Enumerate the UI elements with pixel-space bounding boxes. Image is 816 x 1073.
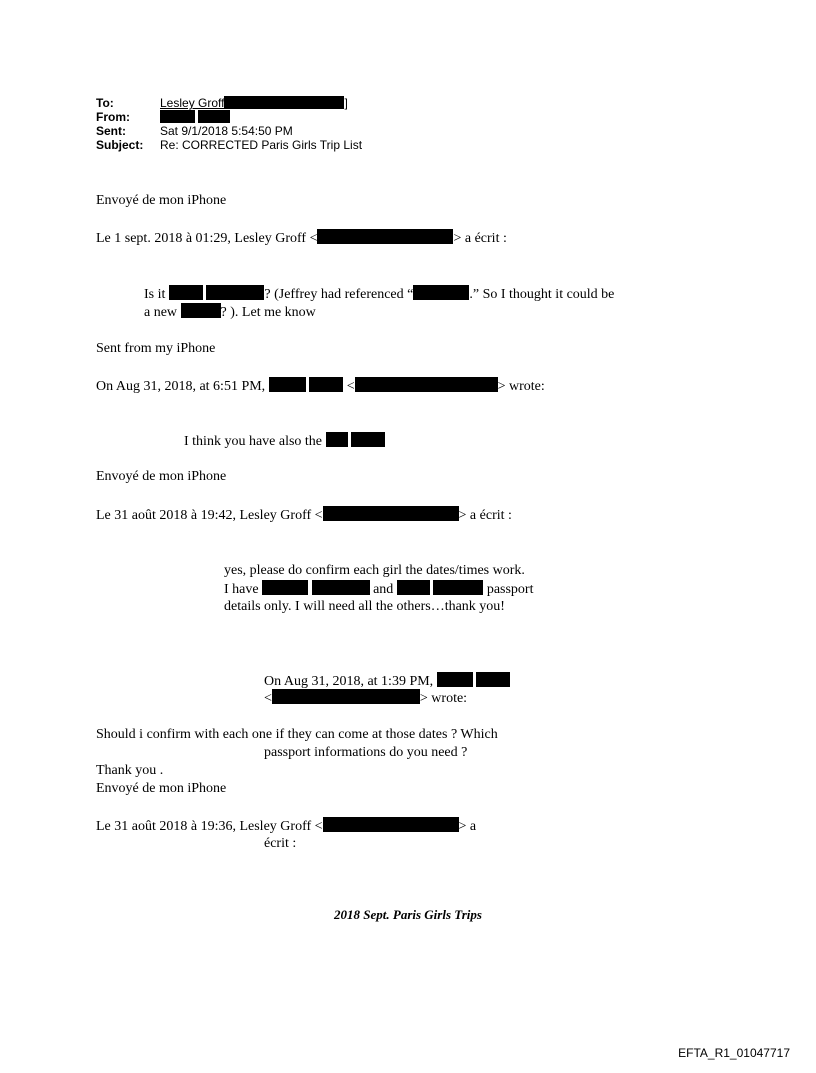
quote-header-text: Le 1 sept. 2018 à 01:29, Lesley Groff < [96, 231, 318, 246]
signature-2: Sent from my iPhone [96, 341, 216, 356]
redaction [323, 506, 459, 521]
redaction [198, 110, 230, 123]
to-name: Lesley Groff [160, 96, 225, 110]
redaction [317, 229, 453, 244]
redaction [160, 110, 195, 123]
signature-1: Envoyé de mon iPhone [96, 193, 227, 208]
redaction [169, 285, 203, 300]
redaction [312, 580, 370, 595]
quote-header-text: On Aug 31, 2018, at 1:39 PM, [264, 674, 437, 689]
sent-value: Sat 9/1/2018 5:54:50 PM [160, 124, 293, 138]
message-text: and [369, 582, 397, 597]
message-line [184, 432, 385, 451]
quote-header-5 [96, 817, 476, 836]
to-value [160, 96, 348, 110]
to-label: To: [96, 96, 114, 110]
message-text: a new [144, 305, 181, 320]
message-text: .” So I thought it could be [469, 287, 615, 302]
from-value [160, 110, 230, 124]
redaction [269, 377, 306, 392]
message-text: Is it [144, 287, 169, 302]
header-to-row [96, 96, 496, 110]
message-line: Thank you . [96, 763, 164, 778]
message-text: ? (Jeffrey had referenced “ [264, 287, 414, 302]
quote-header-text: Le 31 août 2018 à 19:42, Lesley Groff < [96, 508, 323, 523]
redaction [397, 580, 430, 595]
message-line: Should i confirm with each one if they can come at those dates ? Which [96, 727, 498, 742]
redaction [433, 580, 483, 595]
message-text: I think you have also the [184, 434, 326, 449]
header-subject-row [96, 138, 496, 152]
redaction [272, 689, 420, 704]
message-line: details only. I will need all the others…thank you! [224, 599, 505, 614]
quote-header-2 [96, 377, 545, 396]
quote-header-text: > a [458, 819, 477, 834]
quote-header-text: < [346, 379, 355, 394]
quote-header-text: > wrote: [497, 379, 545, 394]
redaction [309, 377, 343, 392]
quote-header-text: Le 31 août 2018 à 19:36, Lesley Groff < [96, 819, 323, 834]
quote-header-text: > a écrit : [453, 231, 507, 246]
quote-header-text: > a écrit : [458, 508, 512, 523]
redaction [413, 285, 469, 300]
redaction [476, 672, 510, 687]
quote-header-4-line2 [264, 689, 467, 708]
quote-header-1 [96, 229, 507, 248]
message-line: yes, please do confirm each girl the dates/times work. [224, 563, 525, 578]
redaction [351, 432, 385, 447]
header-sent-row [96, 124, 496, 138]
redaction [262, 580, 308, 595]
quote-header-5-line2: écrit : [264, 836, 297, 851]
header-from-row [96, 110, 496, 124]
quote-header-text: > wrote: [419, 691, 468, 706]
redaction [206, 285, 264, 300]
message-line [224, 580, 533, 599]
signature-3: Envoyé de mon iPhone [96, 469, 227, 484]
quote-header-text: On Aug 31, 2018, at 6:51 PM, [96, 379, 269, 394]
redaction [181, 303, 221, 318]
attachment-title: 2018 Sept. Paris Girls Trips [334, 907, 482, 922]
subject-value: Re: CORRECTED Paris Girls Trip List [160, 138, 363, 152]
message-text: I have [224, 582, 263, 597]
message-text: ? ). Let me know [220, 305, 316, 320]
redaction [437, 672, 473, 687]
message-text: passport [483, 582, 534, 597]
quote-header-3 [96, 506, 512, 525]
message-line [144, 285, 614, 304]
redaction [323, 817, 459, 832]
bracket: ] [344, 96, 348, 110]
quote-header-text: < [264, 691, 272, 706]
sent-label: Sent: [96, 124, 126, 138]
redaction [355, 377, 498, 392]
message-line [144, 303, 316, 322]
bates-number: EFTA_R1_01047717 [678, 1046, 790, 1060]
signature-4: Envoyé de mon iPhone [96, 781, 227, 796]
redaction [326, 432, 348, 447]
message-line: passport informations do you need ? [264, 745, 468, 760]
redaction [224, 96, 344, 109]
subject-label: Subject: [96, 138, 144, 152]
from-label: From: [96, 110, 130, 124]
